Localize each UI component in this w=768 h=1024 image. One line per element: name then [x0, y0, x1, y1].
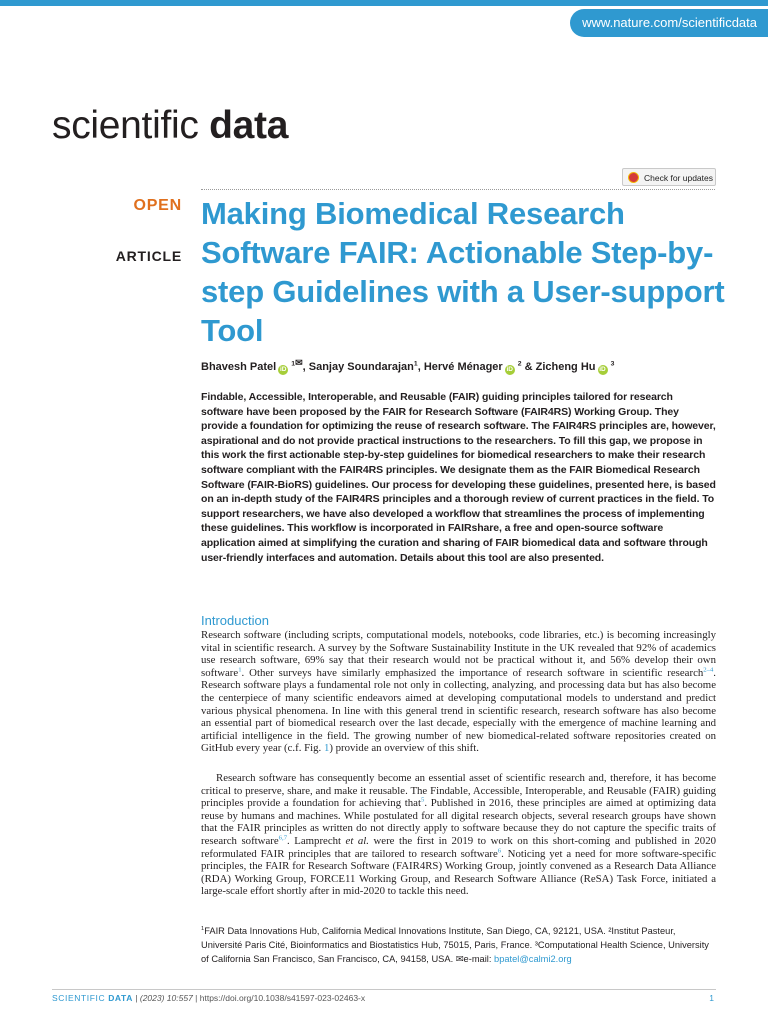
text-run: were the first in 2019 to work on this short-coming and published in 2020 reformulated FAIR principles that are tailored to research software [201, 834, 716, 860]
footer-divider [52, 989, 716, 990]
text-run: Research software has consequently become an essential asset of scientific research and, therefore, it has become critical to preserve, share, and make it reusable. The Findable, Accessible, Interoperable, and Reusable (FAIR) guiding principles provide a foundation for achieving that [201, 772, 716, 810]
footer-citation: (2023) 10:557 [139, 993, 193, 1003]
text-run: . Published in 2016, these principles are aimed at optimizing data reuse by humans and machines. While postulated for all digital research objects, several research groups have shown that the FAIR principles as written do not directly apply to software because they do not capture the specific traits of research software [201, 797, 716, 847]
text-run: . Research software plays a fundamental role not only in collecting, analyzing, and processing data but has also become the centerpiece of many scientific endeavors aimed at developing computational models to understand and predict various physical phenomena. In line with this general trend in scientific research, research software has also become an essential part of biomedical research over the last decade, especially with the emergence of machine learning and artificial intelligence in the field. The growing number of new biomedical-related software repositories created on GitHub every year (c.f. Fig. [201, 666, 716, 755]
citation-link[interactable]: 2–4 [703, 666, 714, 674]
citation-link[interactable]: 5 [420, 796, 425, 804]
affiliations [201, 924, 716, 966]
text-run: . Noticing yet a need for more software-specific principles, the FAIR for Research Software (FAIR4RS) Working Group, jointly convened as a Research Data Alliance (RDA) Working Group, FORCE11 Working Group, and Research Software Alliance (ReSA) Task Force, initiated a large-scale effort shortly after in mid-2020 to tackle this need. [201, 847, 716, 898]
envelope-icon[interactable]: ✉ [295, 357, 303, 368]
top-bar [0, 0, 768, 45]
journal-url-link[interactable]: www.nature.com/scientificdata [570, 9, 768, 37]
brand-light: scientific [52, 104, 199, 147]
brand-bold: data [209, 104, 289, 147]
citation-link[interactable]: 6,7 [278, 834, 288, 842]
footer-separator: | [132, 993, 140, 1003]
article-title: Making Biomedical Research Software FAIR: Actionable Step-by-step Guidelines with a User-support Tool [201, 196, 725, 348]
author-name[interactable]: Sanjay Soundarajan [308, 361, 414, 373]
affiliation-number: 1 [201, 925, 205, 932]
journal-brand [52, 104, 288, 148]
orcid-icon[interactable]: iD [599, 366, 606, 373]
text-run: Research software (including scripts, computational models, notebooks, code libraries, etc.) is becoming increasingly vital in scientific research. A survey by the Software Sustainability Institute in the UK revealed that 92% of academics use research software, 69% say that their research would not be practical without it, and 56% develop their own software [201, 629, 716, 679]
author-affiliation: 1 [291, 360, 296, 368]
footer-journal [52, 993, 133, 1003]
orcid-icon[interactable]: iD [506, 366, 513, 373]
author-name[interactable]: Hervé Ménager [423, 361, 503, 373]
orcid-icon[interactable]: iD [279, 366, 287, 373]
page-number: 1 [709, 993, 714, 1003]
author-list: Bhavesh Patel iD $^{1✉}$, Sanjay Soundarajan$^1$, Hervé Ménager iD $^2$ & Zicheng Hu iD $^3$ [201, 357, 615, 373]
article-type-label: ARTICLE [115, 248, 182, 264]
text-run: . Lamprecht [287, 834, 346, 847]
text-run: . Other surveys have similarly emphasized the importance of research software in scientific research [241, 666, 704, 679]
footer-doi[interactable]: | https://doi.org/10.1038/s41597-023-02463-x [192, 993, 366, 1003]
author-name[interactable]: Zicheng Hu [535, 361, 596, 373]
header-divider [201, 189, 715, 190]
envelope-icon: ✉ [455, 954, 464, 964]
paragraph [201, 772, 716, 898]
check-for-updates-label: Check for updates [644, 173, 713, 183]
citation-link[interactable]: 6 [497, 846, 502, 854]
text-run: et al. [345, 834, 369, 847]
crossmark-icon [628, 172, 639, 183]
paragraph [201, 629, 716, 755]
author-affiliation: 2 [517, 360, 522, 368]
footer-journal-light: SCIENTIFIC [52, 993, 109, 1003]
text-run: ) provide an overview of this shift. [329, 742, 479, 755]
footer-journal-bold: DATA [108, 993, 133, 1003]
author-name[interactable]: Bhavesh Patel [201, 361, 277, 373]
abstract: Findable, Accessible, Interoperable, and Reusable (FAIR) guiding principles tailored for research software have been proposed by the FAIR for Research Software (FAIR4RS) Working Group. They provide a foundation for optimizing the reuse of research software. The FAIR4RS principles are, however, aspirational and do not provide practical instructions to the researchers. To fill this gap, we propose in this work the first actionable step-by-step guidelines for biomedical researchers to make their research software compliant with the FAIR4RS principles. We designate them as the FAIR Biomedical Research Software (FAIR-BioRS) guidelines. Our process for developing these guidelines, presented here, is based on an in-depth study of the FAIR4RS principles and a thorough review of current practices in the field. To support researchers, we have also developed a workflow that streamlines the process of implementing these guidelines. This workflow is incorporated in FAIRshare, a free and open-source software application aimed at simplifying the curation and sharing of FAIR biomedical data and software through user-friendly interfaces and automation. Details about this tool are also presented. [201, 391, 716, 564]
check-for-updates-button[interactable] [622, 168, 716, 186]
email-label: e-mail: [463, 954, 495, 964]
affiliation-text: FAIR Data Innovations Hub, California Medical Innovations Institute, San Diego, CA, 92121, USA. ²Institut Pasteur, Université Paris Cité, Bioinformatics and Biostatistics Hub, 75015, Paris, France. ³Computational Health Science, University of California San Francisco, San Francisco, CA, 94158, USA. [201, 926, 709, 964]
top-accent-line [0, 0, 768, 6]
figure-link[interactable]: 1 [323, 742, 330, 755]
open-access-label: OPEN [133, 197, 182, 214]
author-affiliation: 3 [610, 360, 615, 368]
footer [52, 992, 716, 1004]
email-link[interactable]: bpatel@calmi2.org [494, 954, 572, 964]
citation-link[interactable]: 1 [238, 666, 242, 674]
author-affiliation: 1 [413, 360, 418, 368]
section-heading-introduction: Introduction [201, 613, 269, 628]
